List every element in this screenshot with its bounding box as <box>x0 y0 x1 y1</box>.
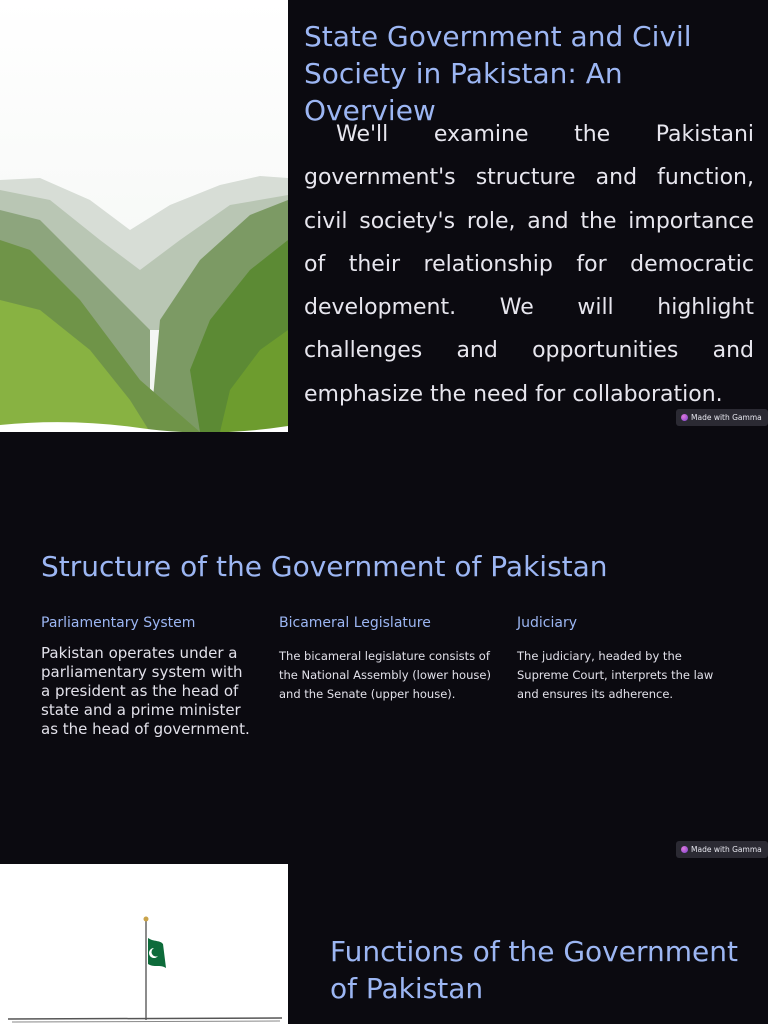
slide-title: Functions of the Government of Pakistan <box>330 935 738 1005</box>
column-heading: Parliamentary System <box>41 615 196 631</box>
column-text: The bicameral legislature consists of the National Assembly (lower house) and the Senate (upper house). <box>279 649 491 701</box>
column-text: The judiciary, headed by the Supreme Court, interprets the law and ensures its adherence. <box>517 649 714 701</box>
mountain-valley-icon <box>0 0 288 432</box>
slide-overview <box>0 0 768 432</box>
badge-label: Made with Gamma <box>691 413 762 422</box>
flagpole-icon <box>0 864 288 1024</box>
column-heading: Judiciary <box>517 615 577 631</box>
flagpole-image <box>0 864 288 1024</box>
column-heading: Bicameral Legislature <box>279 615 431 631</box>
intro-paragraph: We'll examine the Pakistani government's structure and function, civil society's role, and the importance of their relationship for democratic development. We will highlight challenges and opportunities and emphasize the need for collaboration. <box>304 122 754 407</box>
slide-structure <box>0 432 768 864</box>
column-parliamentary-system <box>41 614 256 739</box>
mountain-valley-image <box>0 0 288 432</box>
column-text: Pakistan operates under a parliamentary system with a president as the head of state and a prime minister as the head of government. <box>41 644 250 738</box>
made-with-gamma-badge[interactable] <box>676 409 768 426</box>
made-with-gamma-badge[interactable] <box>676 841 768 858</box>
slide-title: State Government and Civil Society in Pakistan: An Overview <box>304 20 692 127</box>
badge-label: Made with Gamma <box>691 845 762 854</box>
gamma-logo-icon <box>681 414 688 421</box>
slide-title: Structure of the Government of Pakistan <box>41 550 608 583</box>
slide-functions <box>0 864 768 1024</box>
column-bicameral-legislature <box>279 614 494 704</box>
column-judiciary <box>517 614 732 704</box>
gamma-logo-icon <box>681 846 688 853</box>
